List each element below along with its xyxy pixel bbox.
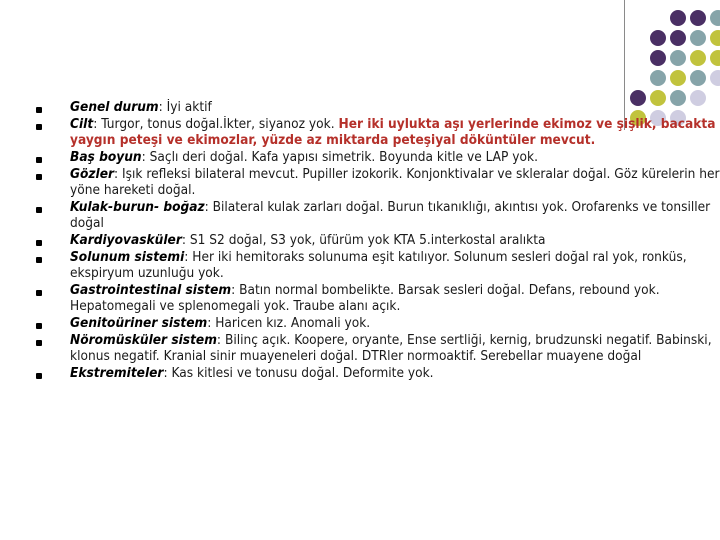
decorative-dot (650, 30, 666, 46)
bullet-icon (36, 207, 42, 213)
list-item: Kulak-burun- boğaz: Bilateral kulak zarları doğal. Burun tıkanıklığı, akıntısı yok. Orofarenks ve tonsiller doğal (36, 200, 701, 232)
decorative-dot (670, 70, 686, 86)
item-text: Haricen kız. Anomali yok. (215, 316, 371, 331)
findings-list (36, 100, 720, 382)
decorative-dot (710, 30, 720, 46)
item-text: S1 S2 doğal, S3 yok, üfürüm yok KTA 5.interkostal aralıkta (189, 233, 546, 248)
bullet-icon (36, 290, 42, 296)
list-item: Genel durum: İyi aktif (36, 100, 701, 116)
item-label: Gözler (70, 167, 115, 182)
item-label: Ekstremiteler (70, 366, 164, 381)
examination-findings (36, 100, 720, 383)
decorative-dot (670, 50, 686, 66)
decorative-dot (690, 30, 706, 46)
decorative-dot (650, 70, 666, 86)
item-label: Kardiyovasküler (70, 233, 182, 248)
bullet-icon (36, 257, 42, 263)
decorative-dot (690, 50, 706, 66)
decorative-dot (670, 30, 686, 46)
bullet-icon (36, 124, 42, 130)
bullet-icon (36, 107, 42, 113)
item-label: Cilt (70, 117, 94, 132)
item-text: Her iki hemitoraks solunuma eşit katılıyor. Solunum sesleri doğal ral yok, ronküs, ekspiryum uzunluğu yok. (70, 250, 687, 281)
item-text: İyi aktif (166, 100, 212, 115)
item-highlight-text: Her iki uylukta aşı yerlerinde ekimoz ve şişlik, bacakta yaygın peteşi ve ekimozlar, yüzde az miktarda peteşiyal döküntüler mevcut. (70, 117, 716, 148)
list-item: Nöromüsküler sistem: Bilinç açık. Koopere, oryante, Ense sertliği, kernig, brudzunski negatif. Babinski, klonus negatif. Kranial sinir muayeneleri doğal. DTRler normoaktif. Serebellar muayene doğal (36, 333, 701, 365)
item-text: Kas kitlesi ve tonusu doğal. Deformite yok. (171, 366, 434, 381)
item-label: Kulak-burun- boğaz (70, 200, 205, 215)
bullet-icon (36, 340, 42, 346)
decorative-dot (690, 10, 706, 26)
item-text: Bilinç açık. Koopere, oryante, Ense sertliği, kernig, brudzunski negatif. Babinski, klonus negatif. Kranial sinir muayeneleri doğal. DTRler normoaktif. Serebellar muayene doğal (70, 333, 712, 364)
decorative-dot (710, 10, 720, 26)
item-label: Baş boyun (70, 150, 142, 165)
bullet-icon (36, 323, 42, 329)
bullet-icon (36, 174, 42, 180)
item-text: Batın normal bombelikte. Barsak sesleri doğal. Defans, rebound yok. Hepatomegali ve splenomegali yok. Traube alanı açık. (70, 283, 660, 314)
item-label: Genitoüriner sistem (70, 316, 208, 331)
list-item: Gözler: Işık refleksi bilateral mevcut. Pupiller izokorik. Konjonktivalar ve skleralar doğal. Göz kürelerin her yöne hareketi doğal. (36, 167, 701, 199)
list-item: Genitoüriner sistem: Haricen kız. Anomali yok. (36, 316, 701, 332)
item-label: Genel durum (70, 100, 159, 115)
item-label: Nöromüsküler sistem (70, 333, 217, 348)
bullet-icon (36, 157, 42, 163)
bullet-icon (36, 373, 42, 379)
list-item: Baş boyun: Saçlı deri doğal. Kafa yapısı simetrik. Boyunda kitle ve LAP yok. (36, 150, 701, 166)
list-item: Solunum sistemi: Her iki hemitoraks solunuma eşit katılıyor. Solunum sesleri doğal ral yok, ronküs, ekspiryum uzunluğu yok. (36, 250, 701, 282)
list-item: Cilt: Turgor, tonus doğal.İkter, siyanoz yok. Her iki uylukta aşı yerlerinde ekimoz ve şişlik, bacakta yaygın peteşi ve ekimozlar, yüzde az miktarda peteşiyal döküntüler mevcut. (36, 117, 701, 149)
list-item: Ekstremiteler: Kas kitlesi ve tonusu doğal. Deformite yok. (36, 366, 701, 382)
list-item: Kardiyovasküler: S1 S2 doğal, S3 yok, üfürüm yok KTA 5.interkostal aralıkta (36, 233, 701, 249)
item-text: Işık refleksi bilateral mevcut. Pupiller izokorik. Konjonktivalar ve skleralar doğal. Göz kürelerin her yöne hareketi doğal. (70, 167, 720, 198)
item-text: Bilateral kulak zarları doğal. Burun tıkanıklığı, akıntısı yok. Orofarenks ve tonsiller doğal (70, 200, 711, 231)
bullet-icon (36, 240, 42, 246)
item-label: Solunum sistemi (70, 250, 185, 265)
decorative-dot (650, 50, 666, 66)
item-text: Turgor, tonus doğal.İkter, siyanoz yok. (101, 117, 339, 132)
decorative-dot (710, 70, 720, 86)
decorative-dot (690, 70, 706, 86)
decorative-dot (710, 50, 720, 66)
decorative-dot (670, 10, 686, 26)
item-label: Gastrointestinal sistem (70, 283, 232, 298)
list-item: Gastrointestinal sistem: Batın normal bombelikte. Barsak sesleri doğal. Defans, rebound yok. Hepatomegali ve splenomegali yok. Traube alanı açık. (36, 283, 701, 315)
item-text: Saçlı deri doğal. Kafa yapısı simetrik. Boyunda kitle ve LAP yok. (149, 150, 538, 165)
